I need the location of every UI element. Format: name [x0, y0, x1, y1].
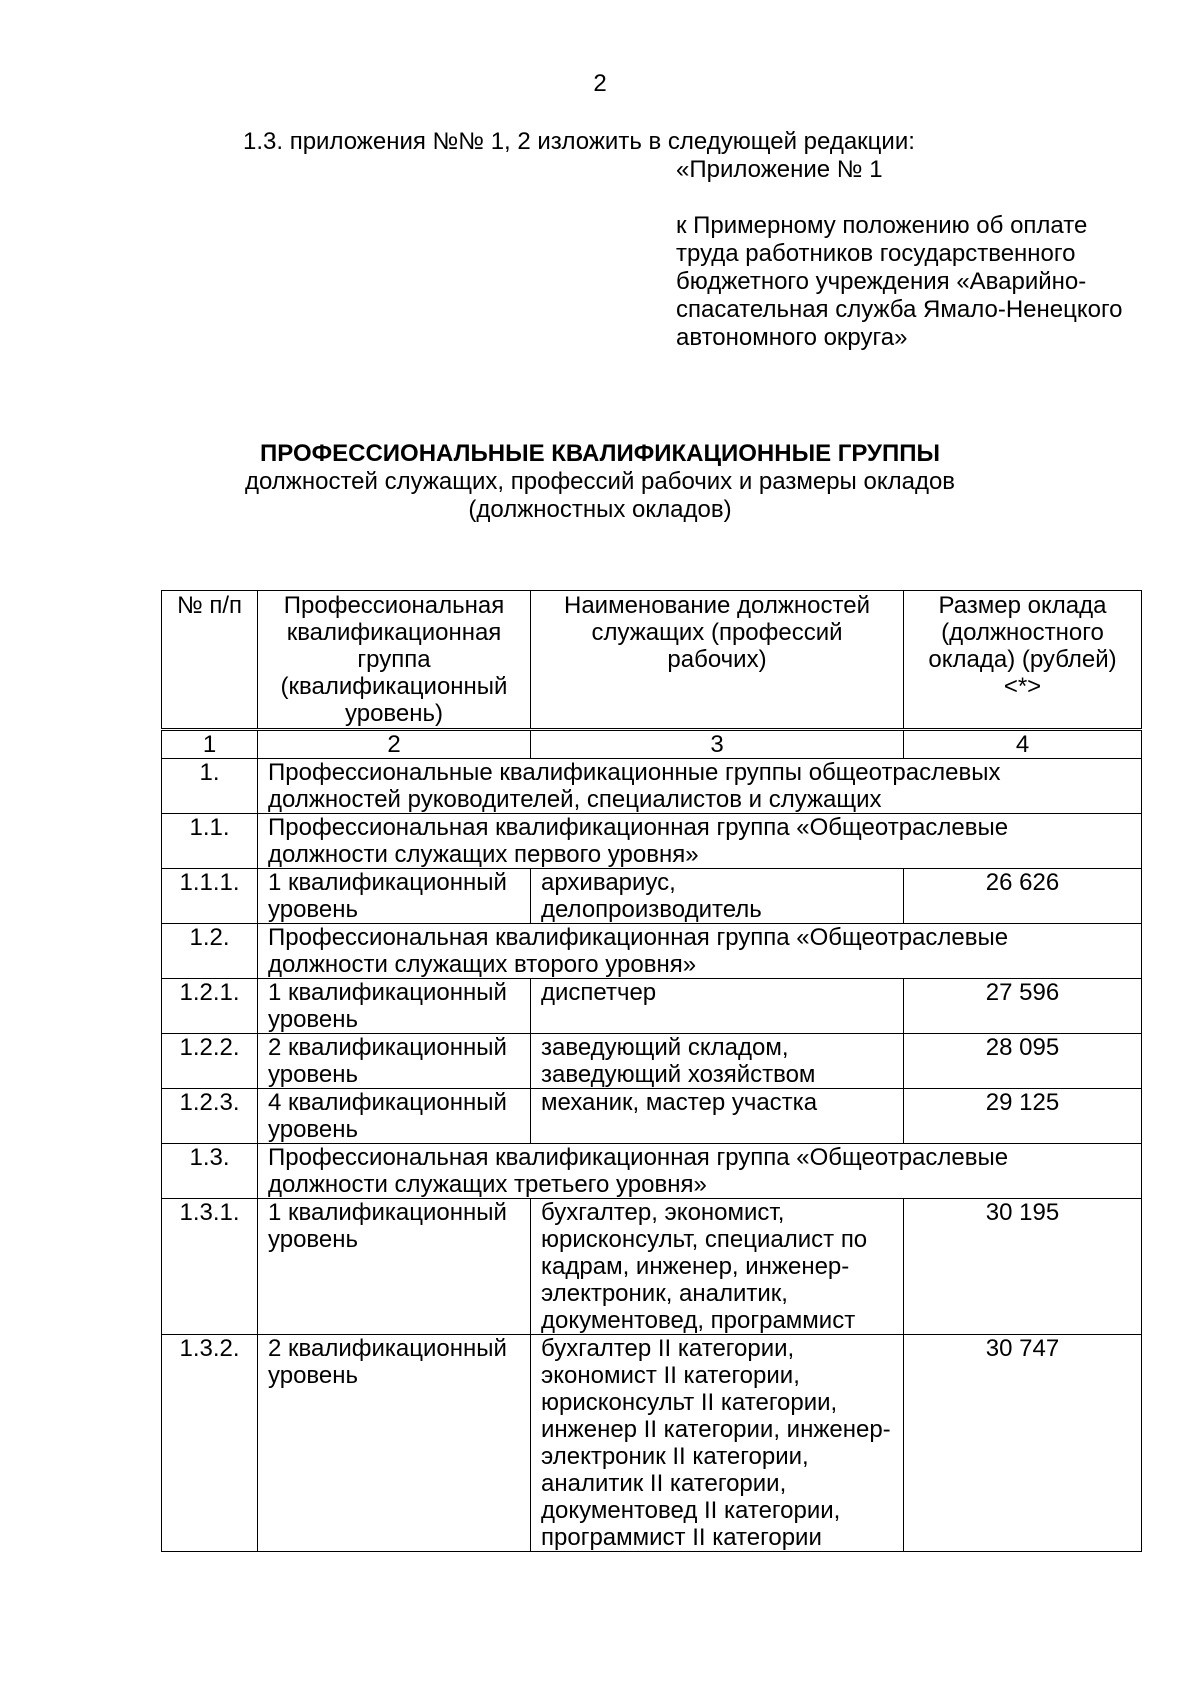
qualification-groups-table — [161, 590, 1142, 1552]
qualification-level: 2 квалификационный уровень — [258, 1034, 531, 1089]
group-row — [162, 924, 1142, 979]
group-row — [162, 759, 1142, 814]
group-title: Профессиональная квалификационная группа «Общеотраслевые должности служащих третьего уровня» — [258, 1144, 1142, 1199]
appendix-block — [676, 156, 1156, 352]
row-number: 1.1.1. — [162, 869, 258, 924]
group-row — [162, 1144, 1142, 1199]
header-number: № п/п — [162, 591, 258, 730]
header-group: Профессиональная квалификационная группа (квалификационный уровень) — [258, 591, 531, 730]
qualification-level: 4 квалификационный уровень — [258, 1089, 531, 1144]
table-row — [162, 1089, 1142, 1144]
heading-subtitle-2: (должностных окладов) — [468, 496, 732, 523]
appendix-body: к Примерному положению об оплате труда работников государственного бюджетного учреждения «Аварийно-спасательная служба Ямало-Ненецкого автономного округа» — [676, 212, 1123, 351]
salary-value: 28 095 — [904, 1034, 1142, 1089]
amendment-intro: 1.3. приложения №№ 1, 2 изложить в следующей редакции: — [243, 128, 915, 155]
position-names: заведующий складом, заведующий хозяйством — [531, 1034, 904, 1089]
heading-main: ПРОФЕССИОНАЛЬНЫЕ КВАЛИФИКАЦИОННЫЕ ГРУППЫ — [260, 440, 940, 467]
document-heading — [0, 440, 1200, 524]
salary-value: 30 747 — [904, 1335, 1142, 1552]
qualification-level: 1 квалификационный уровень — [258, 869, 531, 924]
heading-subtitle-1: должностей служащих, профессий рабочих и размеры окладов — [244, 468, 956, 495]
salary-value: 26 626 — [904, 869, 1142, 924]
header-positions: Наименование должностей служащих (профессий рабочих) — [531, 591, 904, 730]
column-number: 1 — [162, 730, 258, 759]
column-number: 3 — [531, 730, 904, 759]
group-title: Профессиональная квалификационная группа «Общеотраслевые должности служащих второго уровня» — [258, 924, 1142, 979]
position-names: диспетчер — [531, 979, 904, 1034]
row-number: 1.1. — [162, 814, 258, 869]
position-names: архивариус, делопроизводитель — [531, 869, 904, 924]
row-number: 1.2.1. — [162, 979, 258, 1034]
row-number: 1.2. — [162, 924, 258, 979]
group-title: Профессиональные квалификационные группы общеотраслевых должностей руководителей, специалистов и служащих — [258, 759, 1142, 814]
group-row — [162, 814, 1142, 869]
row-number: 1.3. — [162, 1144, 258, 1199]
table-row — [162, 869, 1142, 924]
salary-value: 27 596 — [904, 979, 1142, 1034]
page-number: 2 — [593, 70, 607, 97]
position-names: бухгалтер II категории, экономист II категории, юрисконсульт II категории, инженер II категории, инженер-электроник II категории, аналитик II категории, документовед II категории, программист II категории — [531, 1335, 904, 1552]
column-number: 4 — [904, 730, 1142, 759]
table-row — [162, 1199, 1142, 1335]
row-number: 1.3.1. — [162, 1199, 258, 1335]
row-number: 1.2.2. — [162, 1034, 258, 1089]
group-title: Профессиональная квалификационная группа «Общеотраслевые должности служащих первого уровня» — [258, 814, 1142, 869]
header-salary: Размер оклада (должностного оклада) (рублей) <*> — [904, 591, 1142, 730]
appendix-title: «Приложение № 1 — [676, 156, 883, 183]
table-row — [162, 1335, 1142, 1552]
qualification-level: 1 квалификационный уровень — [258, 1199, 531, 1335]
position-names: механик, мастер участка — [531, 1089, 904, 1144]
qualification-level: 2 квалификационный уровень — [258, 1335, 531, 1552]
row-number: 1.3.2. — [162, 1335, 258, 1552]
position-names: бухгалтер, экономист, юрисконсульт, специалист по кадрам, инженер, инженер-электроник, аналитик, документовед, программист — [531, 1199, 904, 1335]
salary-value: 29 125 — [904, 1089, 1142, 1144]
column-number: 2 — [258, 730, 531, 759]
table-row — [162, 1034, 1142, 1089]
row-number: 1. — [162, 759, 258, 814]
table-header-row — [162, 591, 1142, 730]
row-number: 1.2.3. — [162, 1089, 258, 1144]
qualification-level: 1 квалификационный уровень — [258, 979, 531, 1034]
salary-value: 30 195 — [904, 1199, 1142, 1335]
table-row — [162, 979, 1142, 1034]
column-number-row — [162, 730, 1142, 759]
